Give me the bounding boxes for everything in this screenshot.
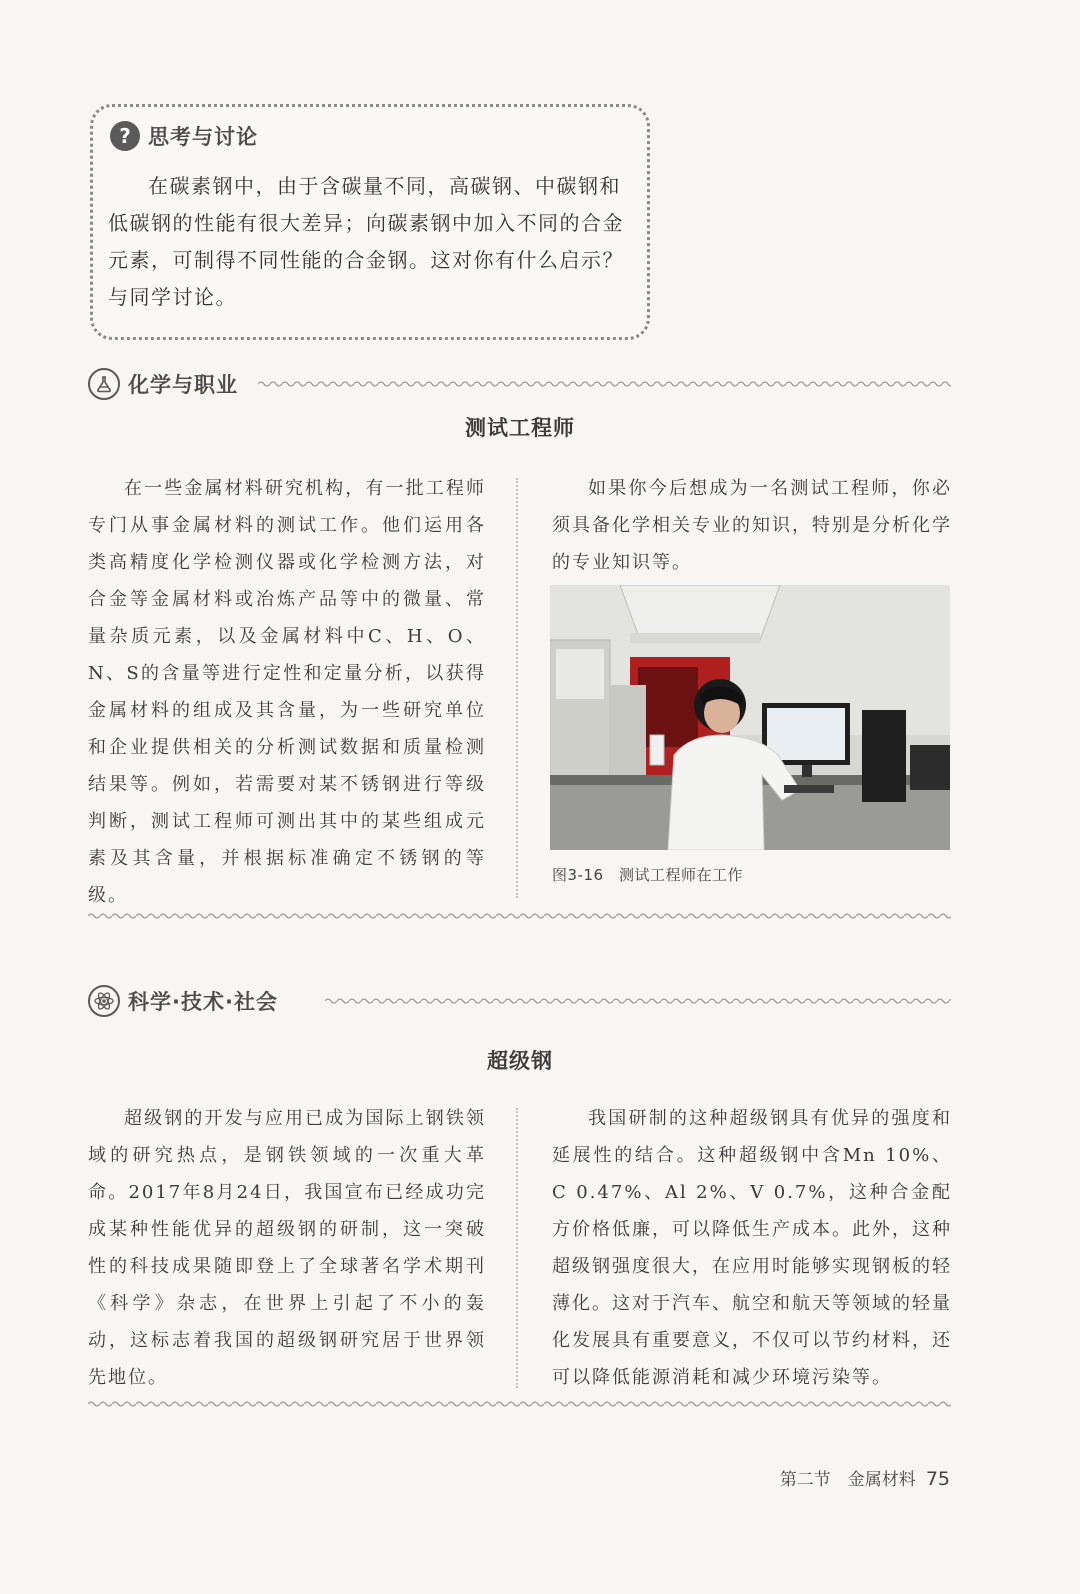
- sts-right-paragraph: 我国研制的这种超级钢具有优异的强度和延展性的结合。这种超级钢中含Mn 10%、C 0.47%、Al 2%、V 0.7%，这种合金配方价格低廉，可以降低生产成本。此外，这种超级钢强度很大，在应用时能够实现钢板的轻薄化。这对于汽车、航空和航天等领域的轻量化发展具有重要意义，不仅可以节约材料，还可以降低能源消耗和减少环境污染等。: [552, 1108, 952, 1388]
- think-discuss-header: [110, 118, 258, 154]
- footer-section-name: 第二节 金属材料: [779, 1470, 916, 1490]
- page-footer: [700, 1465, 950, 1490]
- page-number: 75: [925, 1468, 950, 1490]
- sts-left-column: [88, 1100, 486, 1396]
- engineer-photo: [550, 585, 950, 850]
- career-section-title: 化学与职业: [128, 373, 238, 397]
- career-article-title: 测试工程师: [465, 416, 575, 440]
- sts-wave-rule: [325, 997, 951, 1005]
- sts-left-paragraph: 超级钢的开发与应用已成为国际上钢铁领域的研究热点，是钢铁领域的一次重大革命。2017年8月24日，我国宣布已经成功完成某种性能优异的超级钢的研制，这一突破性的科技成果随即登上了全球著名学术期刊《科学》杂志，在世界上引起了不小的轰动，这标志着我国的超级钢研究居于世界领先地位。: [88, 1108, 486, 1388]
- think-discuss-paragraph: 在碳素钢中，由于含碳量不同，高碳钢、中碳钢和低碳钢的性能有很大差异；向碳素钢中加入不同的合金元素，可制得不同性能的合金钢。这对你有什么启示？与同学讨论。: [108, 174, 624, 309]
- think-discuss-title: 思考与讨论: [148, 125, 258, 149]
- sts-section-title: 科学·技术·社会: [128, 990, 278, 1014]
- sts-section-header: [88, 985, 278, 1017]
- career-wave-rule: [258, 380, 951, 388]
- sts-bottom-wave-rule: [88, 1400, 951, 1408]
- figure-caption: 图3-16 测试工程师在工作: [552, 866, 744, 884]
- career-bottom-wave-rule: [88, 912, 951, 920]
- career-right-column: [552, 470, 952, 581]
- sts-article-title: 超级钢: [487, 1049, 553, 1073]
- career-left-paragraph: 在一些金属材料研究机构，有一批工程师专门从事金属材料的测试工作。他们运用各类高精度化学检测仪器或化学检测方法，对合金等金属材料或冶炼产品等中的微量、常量杂质元素，以及金属材料中C、H、O、N、S的含量等进行定性和定量分析，以获得金属材料的组成及其含量，为一些研究单位和企业提供相关的分析测试数据和质量检测结果等。例如，若需要对某不锈钢进行等级判断，测试工程师可测出其中的某些组成元素及其含量，并根据标准确定不锈钢的等级。: [88, 478, 486, 906]
- sts-column-divider: [516, 1108, 518, 1388]
- flask-icon: [88, 368, 120, 400]
- career-left-column: [88, 470, 486, 914]
- question-icon: ?: [110, 121, 140, 151]
- career-column-divider: [516, 478, 518, 898]
- atom-icon: [88, 985, 120, 1017]
- think-discuss-body: [108, 168, 630, 316]
- career-right-paragraph: 如果你今后想成为一名测试工程师，你必须具备化学相关专业的知识，特别是分析化学的专业知识等。: [552, 478, 952, 573]
- career-section-header: [88, 368, 238, 400]
- sts-right-column: [552, 1100, 952, 1396]
